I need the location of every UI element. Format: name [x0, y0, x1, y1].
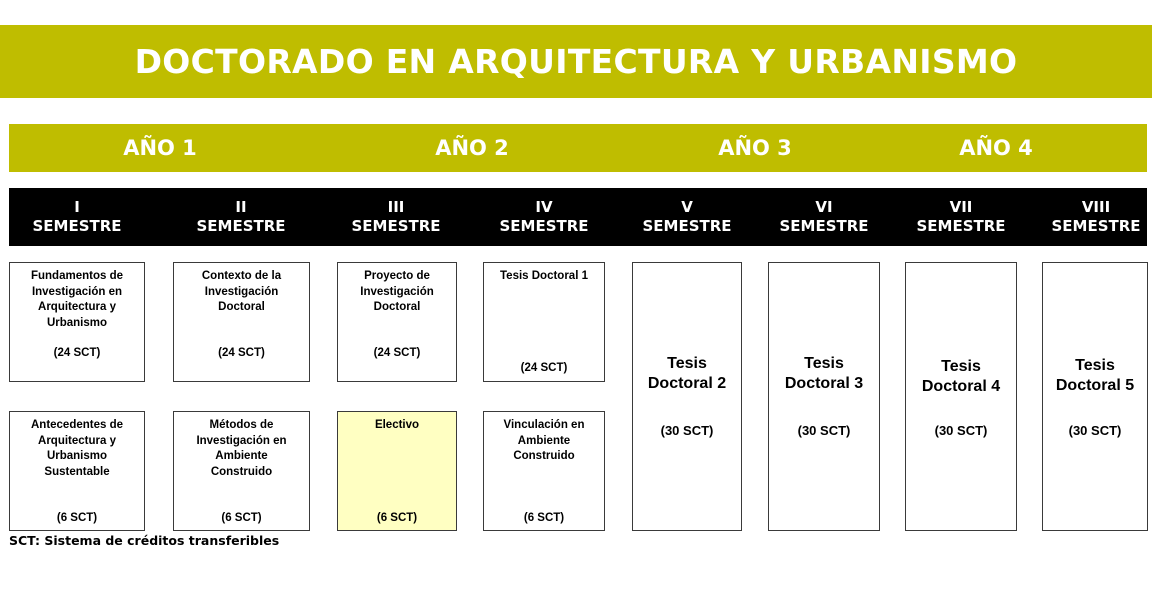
thesis-course-box [632, 262, 742, 531]
course-name: Tesis Doctoral 3 [784, 355, 864, 392]
semester-number: III [387, 198, 405, 216]
course-credits: (24 SCT) [218, 347, 265, 359]
semester-label: SEMESTRE [32, 217, 122, 235]
semester-number: VIII [1081, 198, 1111, 216]
semester-number: II [235, 198, 247, 216]
course-name: Tesis Doctoral 4 [921, 358, 1001, 395]
course-name: Contexto de la Investigación Doctoral [201, 270, 282, 313]
course-box [483, 411, 605, 531]
course-credits: (30 SCT) [934, 423, 988, 438]
course-box [337, 262, 457, 382]
semester-header-5 [627, 188, 747, 246]
semester-number: IV [535, 198, 553, 216]
semester-header-3 [336, 188, 456, 246]
year-1-label: AÑO 1 [123, 136, 197, 160]
course-credits: (30 SCT) [797, 423, 851, 438]
semester-label: SEMESTRE [916, 217, 1006, 235]
semester-label: SEMESTRE [642, 217, 732, 235]
course-credits: (24 SCT) [520, 362, 568, 374]
elective-course-box [337, 411, 457, 531]
semester-header-2 [181, 188, 301, 246]
semester-number: VII [949, 198, 973, 216]
semester-label: SEMESTRE [499, 217, 589, 235]
course-name: Tesis Doctoral 1 [500, 270, 588, 282]
course-credits: (6 SCT) [376, 512, 418, 524]
semester-label: SEMESTRE [351, 217, 441, 235]
semester-header-8 [1036, 188, 1152, 246]
page-title: DOCTORADO EN ARQUITECTURA Y URBANISMO [0, 25, 1152, 98]
course-box [9, 262, 145, 382]
semester-label: SEMESTRE [196, 217, 286, 235]
course-name: Fundamentos de Investigación en Arquitectura y Urbanismo [30, 270, 123, 329]
semester-number: I [74, 198, 80, 216]
semester-header-7 [901, 188, 1021, 246]
course-box [173, 262, 310, 382]
course-name: Métodos de Investigación en Ambiente Construido [196, 419, 287, 478]
semester-header-6 [764, 188, 884, 246]
semester-label: SEMESTRE [1051, 217, 1141, 235]
course-credits: (24 SCT) [53, 347, 101, 359]
course-name: Tesis Doctoral 2 [647, 355, 727, 392]
course-box [483, 262, 605, 382]
course-box [173, 411, 310, 531]
course-credits: (30 SCT) [1068, 423, 1122, 438]
semester-header-1 [17, 188, 137, 246]
course-name: Proyecto de Investigación Doctoral [360, 270, 434, 313]
semester-header-4 [484, 188, 604, 246]
year-4-label: AÑO 4 [959, 136, 1033, 160]
semester-number: VI [815, 198, 833, 216]
course-name: Vinculación en Ambiente Construido [503, 419, 585, 462]
course-credits: (30 SCT) [660, 423, 714, 438]
course-name: Antecedentes de Arquitectura y Urbanismo Sustentable [30, 419, 124, 478]
footnote: SCT: Sistema de créditos transferibles [9, 533, 280, 548]
course-credits: (6 SCT) [221, 512, 262, 524]
thesis-course-box [768, 262, 880, 531]
course-credits: (24 SCT) [373, 347, 421, 359]
thesis-course-box [905, 262, 1017, 531]
course-name: Electivo [374, 419, 420, 431]
year-3-label: AÑO 3 [718, 136, 792, 160]
course-box [9, 411, 145, 531]
semester-label: SEMESTRE [779, 217, 869, 235]
course-credits: (6 SCT) [523, 512, 565, 524]
course-credits: (6 SCT) [56, 512, 98, 524]
course-name: Tesis Doctoral 5 [1055, 357, 1135, 394]
thesis-course-box [1042, 262, 1148, 531]
semester-number: V [681, 198, 693, 216]
year-2-label: AÑO 2 [435, 136, 509, 160]
